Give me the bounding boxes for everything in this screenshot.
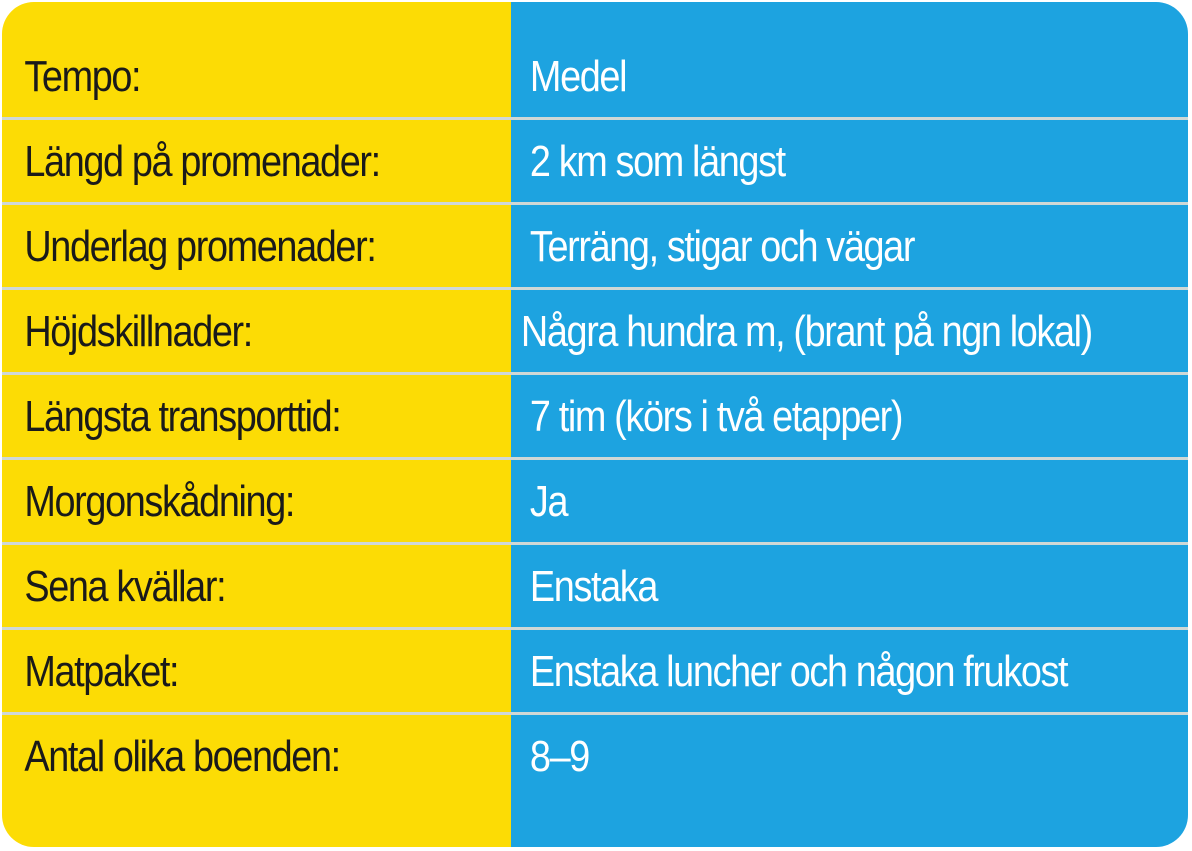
row-accommodations xyxy=(2,714,1188,799)
label-walk-surface: Underlag promenader: xyxy=(24,221,376,271)
label-walk-length: Längd på promenader: xyxy=(24,136,380,186)
label-tempo: Tempo: xyxy=(24,51,141,101)
row-morning-birding xyxy=(2,459,1188,544)
trip-facts-card xyxy=(2,2,1188,847)
row-tempo xyxy=(2,34,1188,119)
label-late-evenings: Sena kvällar: xyxy=(24,561,226,611)
value-walk-length: 2 km som längst xyxy=(529,136,785,186)
label-morning-birding: Morgonskådning: xyxy=(24,476,295,526)
row-elevation xyxy=(2,289,1188,374)
value-morning-birding: Ja xyxy=(529,476,568,526)
label-transport-time: Längsta transporttid: xyxy=(24,391,341,441)
value-packed-meals: Enstaka luncher och någon frukost xyxy=(529,646,1068,696)
row-walk-length xyxy=(2,119,1188,204)
value-late-evenings: Enstaka xyxy=(529,561,658,611)
row-walk-surface xyxy=(2,204,1188,289)
row-late-evenings xyxy=(2,544,1188,629)
label-accommodations: Antal olika boenden: xyxy=(24,731,340,781)
row-transport-time xyxy=(2,374,1188,459)
label-packed-meals: Matpaket: xyxy=(24,646,179,696)
row-packed-meals xyxy=(2,629,1188,714)
facts-table xyxy=(2,34,1188,799)
value-transport-time: 7 tim (körs i två etapper) xyxy=(529,391,903,441)
value-walk-surface: Terräng, stigar och vägar xyxy=(529,221,915,271)
label-elevation: Höjdskillnader: xyxy=(24,306,252,356)
value-elevation: Några hundra m, (brant på ngn lokal) xyxy=(520,306,1092,356)
value-accommodations: 8–9 xyxy=(529,731,589,781)
value-tempo: Medel xyxy=(529,51,627,101)
